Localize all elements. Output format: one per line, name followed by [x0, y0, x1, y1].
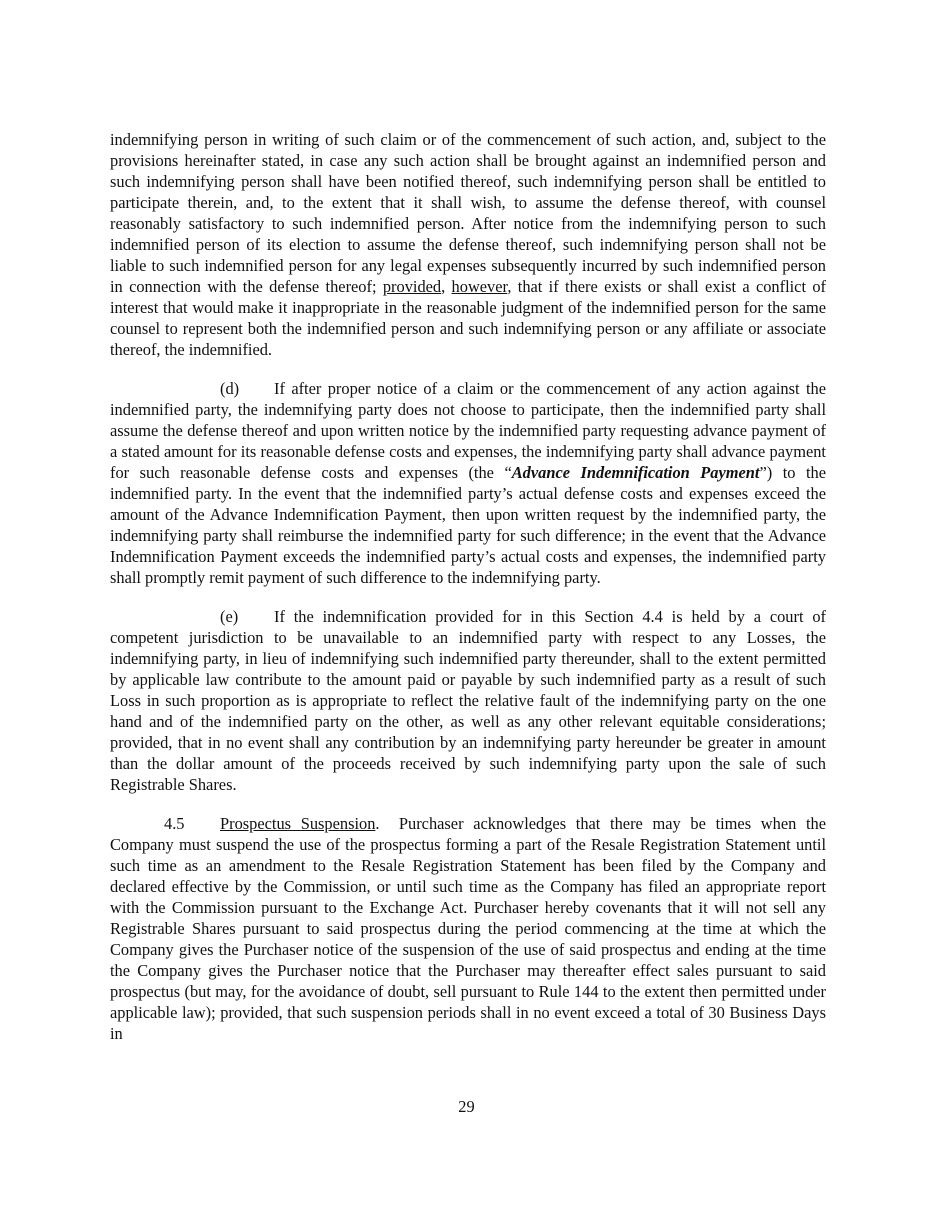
page-number: 29 — [458, 1097, 475, 1116]
section-4-5-heading: Prospectus Suspension — [220, 814, 376, 833]
paragraph-d-text-1: If after proper notice of a claim or the commencement of any action against the indemnified party, the indemnifying party does not choose to participate, then the indemnified party shall assume the defense thereof and upon written notice by the indemnified party requesting advance payment of a stated amount for its reasonable defense costs and expenses, the indemnifying party shall advance payment for such reasonable defense costs and expenses (the “ — [110, 379, 826, 482]
paragraph-c-continuation — [110, 129, 826, 360]
proviso-comma: , — [441, 277, 452, 296]
paragraph-d-label: (d) — [220, 379, 240, 398]
paragraph-e-text: If the indemnification provided for in this Section 4.4 is held by a court of competent jurisdiction to be unavailable to an indemnified party with respect to any Losses, the indemnifying party, in lieu of indemnifying such indemnified party thereunder, shall to the extent permitted by applicable law contribute to the amount paid or payable by such indemnified party as a result of such Loss in such proportion as is appropriate to reflect the relative fault of the indemnifying party on the one hand and of the indemnified party on the other, as well as any other relevant equitable considerations; provided, that in no event shall any contribution by an indemnifying party hereunder be greater in amount than the dollar amount of the proceeds received by such indemnifying party upon the sale of such Registrable Shares. — [110, 607, 826, 794]
paragraph-spacer — [110, 588, 826, 606]
defined-term-advance-indemnification-payment: Advance Indemnification Payment — [511, 463, 760, 482]
document-page — [110, 129, 831, 1044]
section-4-5-heading-punct: . — [375, 814, 380, 833]
section-4-5-text: Purchaser acknowledges that there may be times when the Company must suspend the use of the prospectus forming a part of the Resale Registration Statement until such time as an amendment to the Resale Registration Statement has been filed by the Company and declared effective by the Commission, or until such time as the Company has filed an appropriate report with the Commission pursuant to the Exchange Act. Purchaser hereby covenants that it will not sell any Registrable Shares pursuant to said prospectus during the period commencing at the time at which the Company gives the Purchaser notice of the suspension of the use of said prospectus and ending at the time the Company gives the Purchaser notice that the Purchaser may thereafter effect sales pursuant to said prospectus (but may, for the avoidance of doubt, sell pursuant to Rule 144 to the extent then permitted under applicable law); provided, that such suspension periods shall in no event exceed a total of 30 Business Days in — [110, 814, 831, 1043]
section-4-5-number: 4.5 — [164, 814, 185, 833]
paragraph-e-label: (e) — [220, 607, 239, 626]
provided-term: provided — [382, 277, 442, 296]
section-4-5 — [110, 813, 831, 1044]
however-term: however — [451, 277, 508, 296]
paragraph-e — [110, 606, 826, 795]
paragraph-d-text-2: ”) to the indemnified party. In the event that the indemnified party’s actual defense costs and expenses exceed the amount of the Advance Indemnification Payment, then upon written request by the indemnified party, the indemnifying party shall reimburse the indemnified party for such difference; in the event that the Advance Indemnification Payment exceeds the indemnified party’s actual costs and expenses, the indemnified party shall promptly remit payment of such difference to the indemnifying party. — [110, 463, 827, 587]
paragraph-c-text-after: , that if there exists or shall exist a conflict of interest that would make it inappropriate in the reasonable judgment of the indemnified person for the same counsel to represent both the indemnified person and such indemnifying person or any affiliate or associate thereof, the indemnified. — [110, 277, 826, 359]
paragraph-c-text-before: indemnifying person in writing of such claim or of the commencement of such action, and, subject to the provisions hereinafter stated, in case any such action shall be brought against an indemnified person and such indemnifying person shall have been notified thereof, such indemnifying person shall be entitled to participate therein, and, to the extent that it shall wish, to assume the defense thereof, with counsel reasonably satisfactory to such indemnified person. After notice from the indemnifying person to such indemnified person of its election to assume the defense thereof, such indemnifying person shall not be liable to such indemnified person for any legal expenses subsequently incurred by such indemnified person in connection with the defense thereof; — [110, 130, 826, 296]
paragraph-spacer — [110, 360, 826, 378]
paragraph-d — [110, 378, 826, 588]
paragraph-spacer — [110, 795, 826, 813]
